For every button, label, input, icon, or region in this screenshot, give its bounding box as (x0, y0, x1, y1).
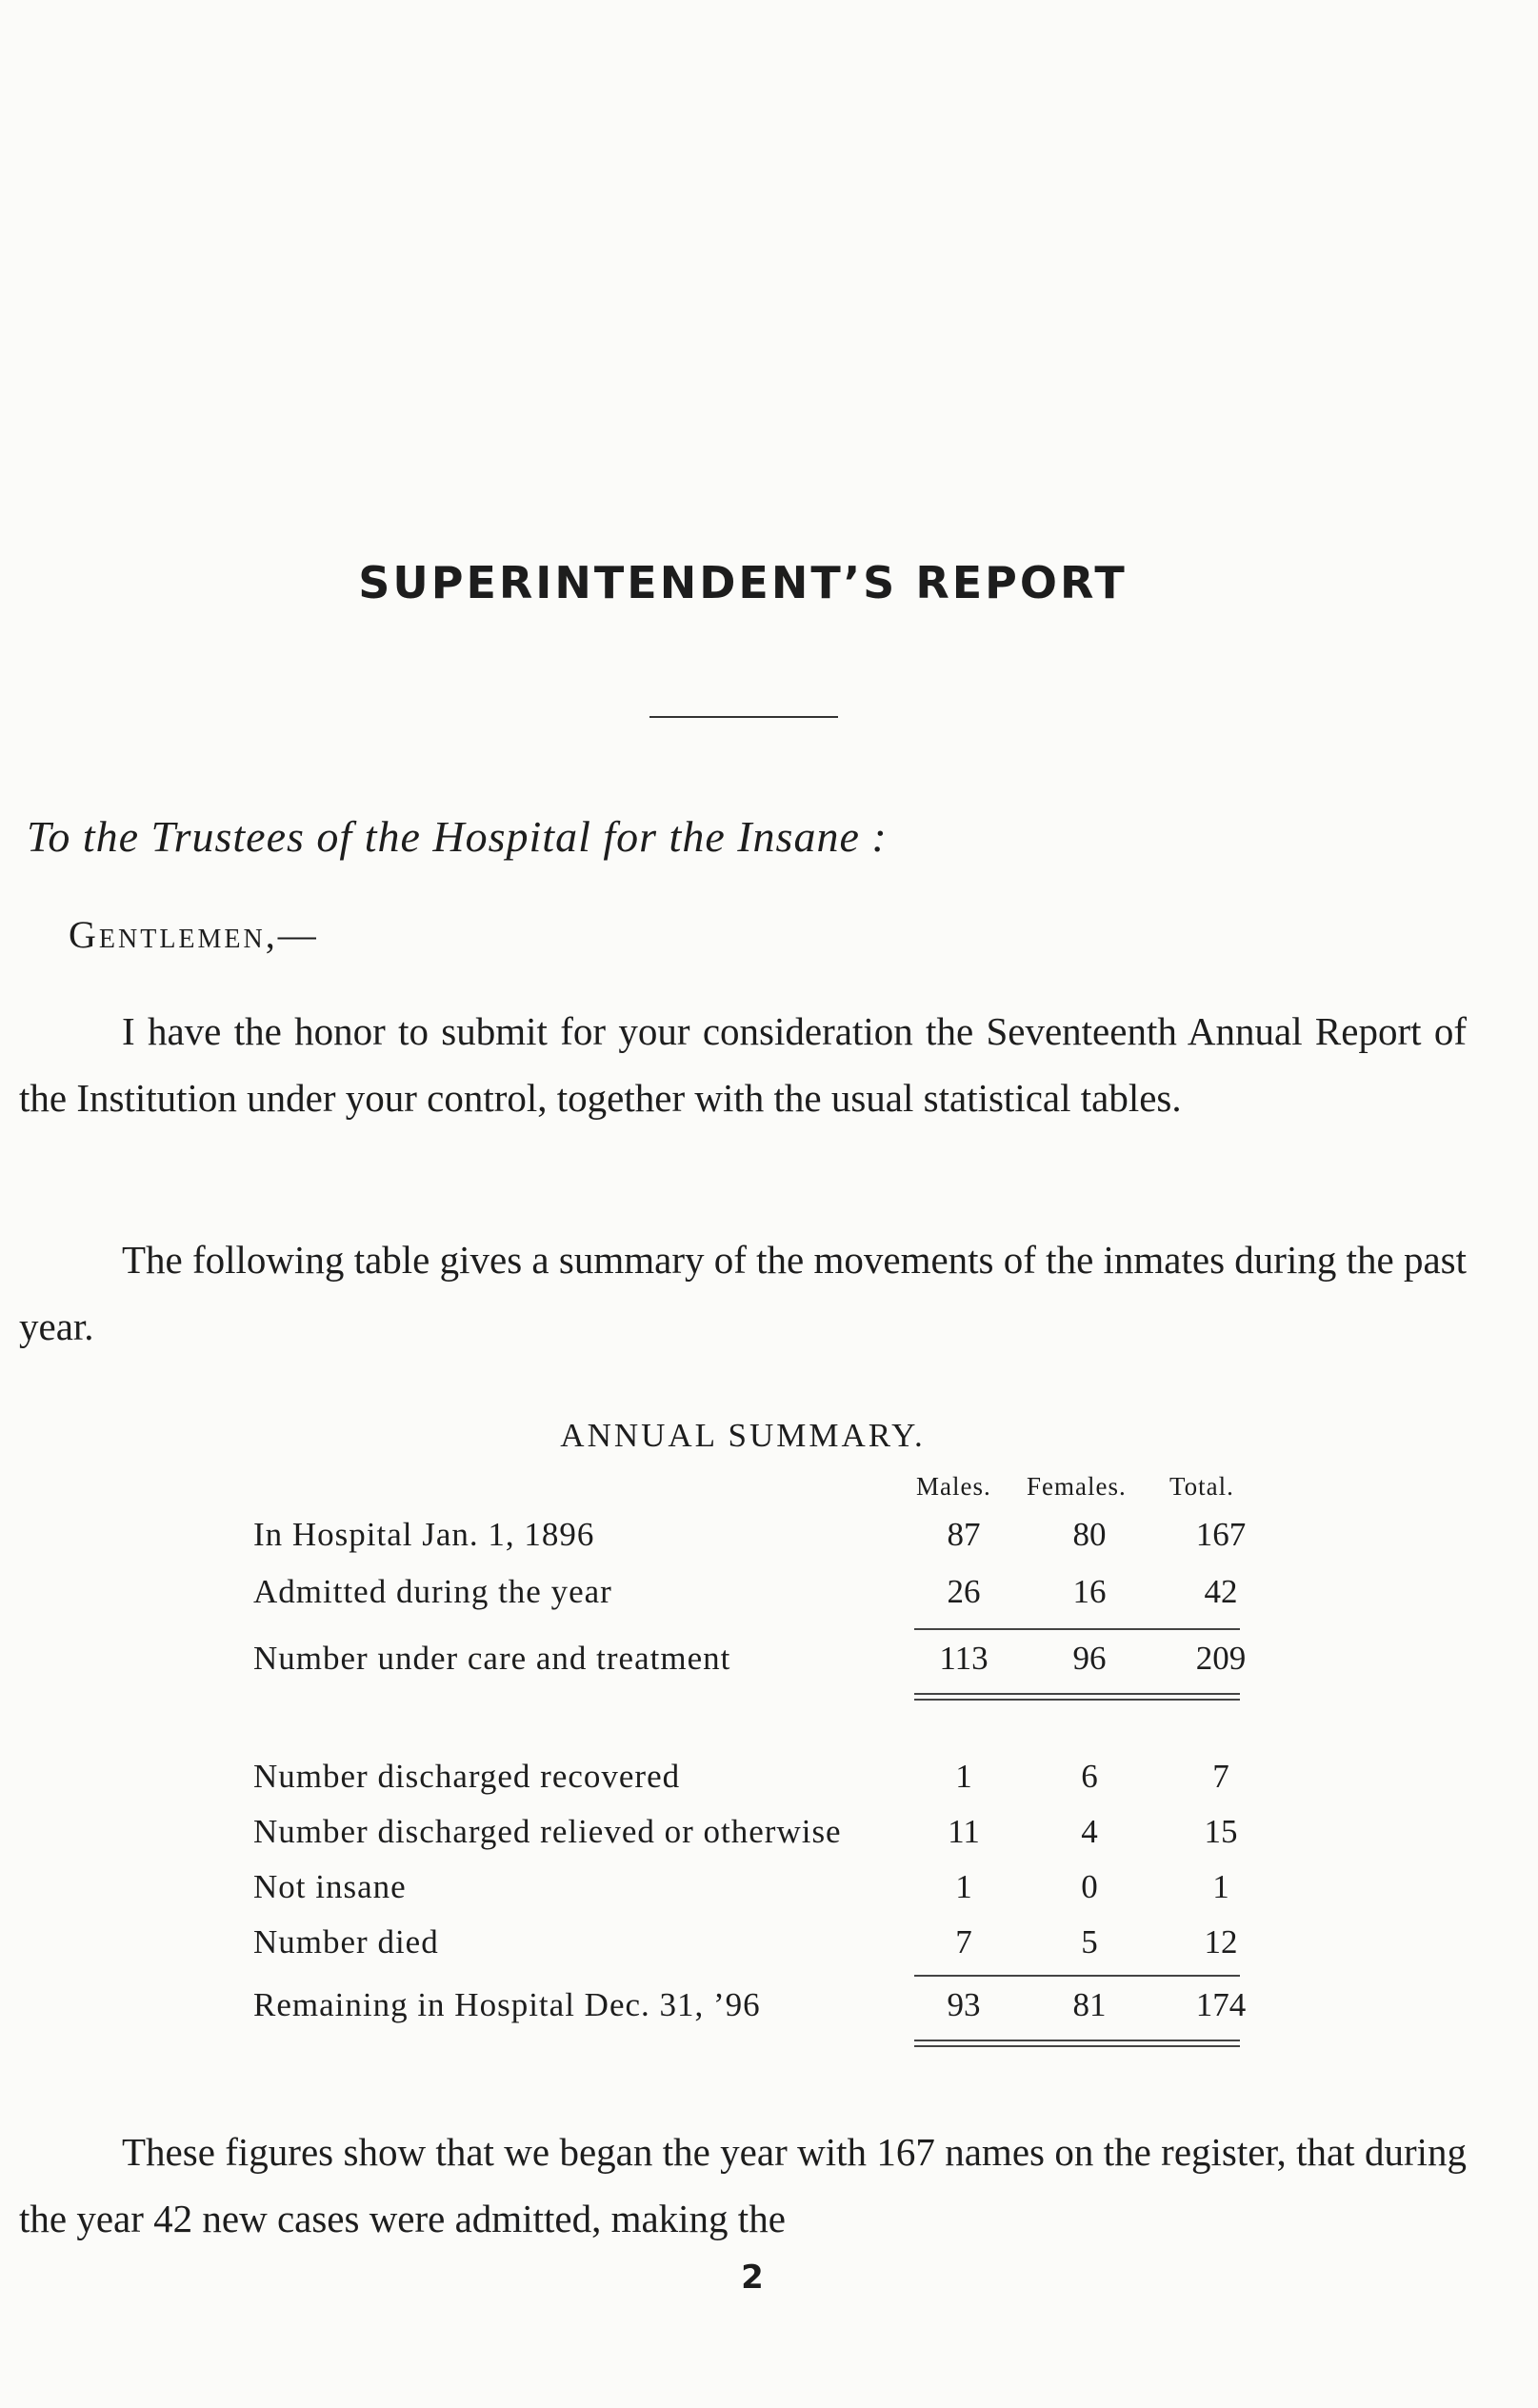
cell-total: 42 (1204, 1573, 1238, 1610)
row-label: Number discharged recovered (253, 1758, 681, 1795)
cell-total: 167 (1195, 1516, 1247, 1553)
cell-females: 16 (1072, 1573, 1107, 1610)
row-label: Admitted during the year (253, 1573, 612, 1610)
double-rule (914, 2040, 1240, 2047)
row-label: Number discharged relieved or otherwise (253, 1813, 842, 1850)
cell-males: 11 (948, 1813, 980, 1850)
cell-total: 209 (1195, 1640, 1247, 1677)
cell-females: 0 (1081, 1868, 1098, 1905)
title-divider (649, 716, 838, 718)
page-number: 2 (741, 2259, 764, 2297)
cell-females: 80 (1072, 1516, 1107, 1553)
cell-males: 1 (955, 1868, 972, 1905)
header-males: Males. (916, 1472, 991, 1501)
cell-total: 1 (1212, 1868, 1229, 1905)
cell-females: 4 (1081, 1813, 1098, 1850)
cell-males: 93 (947, 1986, 981, 2023)
cell-females: 5 (1081, 1923, 1098, 1960)
report-title: SUPERINTENDENT’S REPORT (358, 557, 1128, 608)
row-label: Not insane (253, 1868, 407, 1905)
greeting: Gentlemen,— (69, 913, 319, 956)
sum-rule (914, 1628, 1240, 1630)
cell-females: 6 (1081, 1758, 1098, 1795)
cell-females: 96 (1072, 1640, 1107, 1677)
cell-males: 1 (955, 1758, 972, 1795)
cell-males: 26 (947, 1573, 981, 1610)
paragraph-intro: I have the honor to submit for your consideration the Seventeenth Annual Report of the Institution under your control, together with the usual statistical tables. (19, 1009, 1467, 1120)
row-label: Number died (253, 1923, 439, 1960)
cell-males: 7 (955, 1923, 972, 1960)
row-label: Remaining in Hospital Dec. 31, ’96 (253, 1986, 761, 2023)
header-total: Total. (1169, 1472, 1234, 1501)
sum-rule (914, 1975, 1240, 1977)
cell-total: 174 (1195, 1986, 1247, 2023)
paragraph-table-intro: The following table gives a summary of the movements of the inmates during the past year. (19, 1238, 1467, 1348)
cell-females: 81 (1072, 1986, 1107, 2023)
paragraph-figures: These figures show that we began the year with 167 names on the register, that during the year 42 new cases were admitted, making the (19, 2130, 1467, 2240)
salutation: To the Trustees of the Hospital for the Insane : (27, 812, 888, 861)
double-rule (914, 1693, 1240, 1701)
row-label: Number under care and treatment (253, 1640, 731, 1677)
row-label: In Hospital Jan. 1, 1896 (253, 1516, 595, 1553)
cell-total: 12 (1204, 1923, 1238, 1960)
cell-males: 87 (947, 1516, 981, 1553)
table-caption: ANNUAL SUMMARY. (560, 1417, 926, 1454)
cell-total: 15 (1204, 1813, 1238, 1850)
header-females: Females. (1027, 1472, 1127, 1501)
cell-males: 113 (939, 1640, 989, 1677)
cell-total: 7 (1212, 1758, 1229, 1795)
